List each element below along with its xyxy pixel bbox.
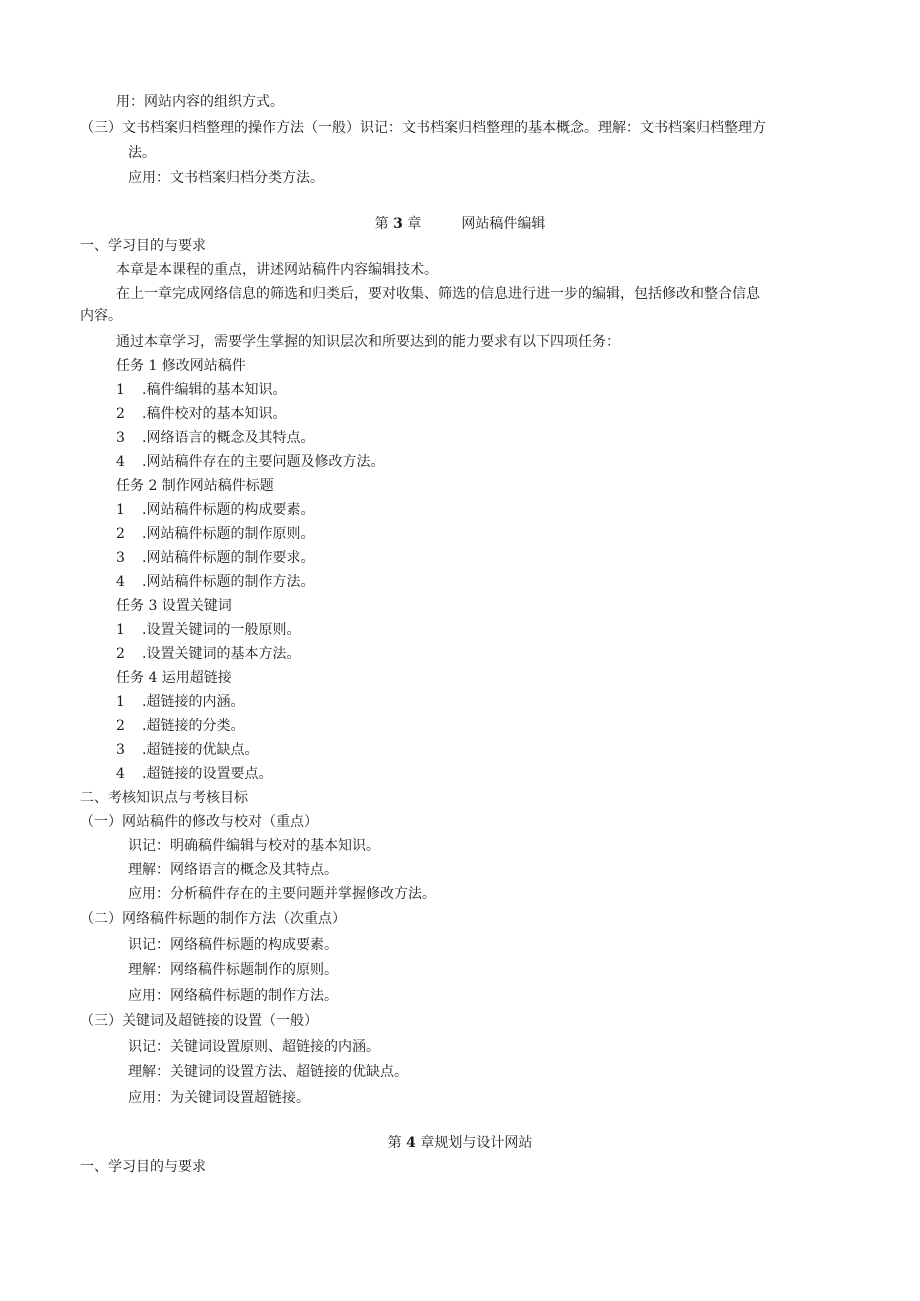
list-item	[116, 644, 300, 664]
item-text: .超链接的优缺点。	[142, 742, 259, 758]
point-line: 理解：网络语言的概念及其特点。	[128, 862, 338, 878]
chapter-number: 3	[393, 216, 403, 232]
list-item	[116, 716, 244, 736]
point-line: 识记：网络稿件标题的构成要素。	[128, 937, 338, 953]
chapter-suffix: 章规划与设计网站	[420, 1135, 533, 1151]
task-title: 任务 3 设置关键词	[116, 598, 232, 614]
chapter-number: 4	[406, 1135, 416, 1151]
list-item	[116, 620, 300, 640]
point-line: 应用：网络稿件标题的制作方法。	[128, 988, 338, 1004]
task-title: 任务 1 修改网站稿件	[116, 358, 246, 374]
item-text: .稿件编辑的基本知识。	[142, 382, 287, 398]
list-item	[116, 380, 286, 400]
item-text: .超链接的内涵。	[142, 694, 245, 710]
item-number: 1	[116, 502, 125, 518]
item-number: 4	[116, 454, 125, 470]
task-title: 任务 2 制作网站稿件标题	[116, 478, 274, 494]
section-heading: 一、学习目的与要求	[80, 1159, 206, 1175]
item-text: .超链接的分类。	[142, 718, 245, 734]
list-item	[116, 428, 314, 448]
paragraph-line: 用：网站内容的组织方式。	[116, 94, 284, 110]
item-number: 2	[116, 646, 125, 662]
section-heading: 一、学习目的与要求	[80, 238, 206, 254]
point-line: 识记：关键词设置原则、超链接的内涵。	[128, 1039, 380, 1055]
chapter-title: 网站稿件编辑	[461, 216, 546, 232]
list-item	[116, 764, 272, 784]
point-heading: （三）关键词及超链接的设置（一般）	[80, 1013, 318, 1029]
list-item	[116, 524, 314, 544]
item-number: 1	[116, 622, 125, 638]
point-line: 理解：关键词的设置方法、超链接的优缺点。	[128, 1064, 408, 1080]
paragraph-line: 在上一章完成网络信息的筛选和归类后，要对收集、筛选的信息进行进一步的编辑，包括修改和整合信息	[116, 286, 760, 302]
paragraph-line: 内容。	[80, 308, 122, 324]
task-title: 任务 4 运用超链接	[116, 670, 232, 686]
item-text: .设置关键词的基本方法。	[142, 646, 301, 662]
list-item	[116, 692, 244, 712]
point-line: 理解：网络稿件标题制作的原则。	[128, 962, 338, 978]
chapter-4-heading	[0, 1133, 920, 1153]
item-text: .设置关键词的一般原则。	[142, 622, 301, 638]
list-item	[116, 404, 286, 424]
chapter-3-heading	[0, 214, 920, 234]
paragraph-line: 本章是本课程的重点，讲述网站稿件内容编辑技术。	[116, 262, 438, 278]
list-item	[116, 500, 314, 520]
paragraph-line: 应用：文书档案归档分类方法。	[128, 170, 324, 186]
item-text: .稿件校对的基本知识。	[142, 406, 287, 422]
paragraph-line: 通过本章学习，需要学生掌握的知识层次和所要达到的能力要求有以下四项任务：	[116, 334, 620, 350]
item-number: 2	[116, 718, 125, 734]
item-text: .超链接的设置要点。	[142, 766, 273, 782]
item-number: 2	[116, 526, 125, 542]
item-number: 1	[116, 382, 125, 398]
point-line: 识记：明确稿件编辑与校对的基本知识。	[128, 838, 380, 854]
list-item	[116, 548, 314, 568]
chapter-prefix: 第	[387, 1135, 402, 1151]
item-text: .网站稿件标题的构成要素。	[142, 502, 315, 518]
chapter-suffix: 章	[407, 216, 422, 232]
paragraph-line: （三）文书档案归档整理的操作方法（一般）识记：文书档案归档整理的基本概念。理解：文书档案归档整理方	[80, 120, 766, 136]
list-item	[116, 452, 384, 472]
item-text: .网络语言的概念及其特点。	[142, 430, 315, 446]
point-line: 应用：分析稿件存在的主要问题并掌握修改方法。	[128, 886, 436, 902]
item-text: .网站稿件标题的制作方法。	[142, 574, 315, 590]
item-number: 2	[116, 406, 125, 422]
item-text: .网站稿件标题的制作要求。	[142, 550, 315, 566]
item-number: 4	[116, 766, 125, 782]
list-item	[116, 572, 314, 592]
paragraph-line: 法。	[128, 145, 156, 161]
list-item	[116, 740, 258, 760]
section-heading: 二、考核知识点与考核目标	[80, 790, 248, 806]
item-number: 3	[116, 742, 125, 758]
item-number: 3	[116, 430, 125, 446]
item-text: .网站稿件存在的主要问题及修改方法。	[142, 454, 385, 470]
item-number: 1	[116, 694, 125, 710]
point-heading: （一）网站稿件的修改与校对（重点）	[80, 814, 318, 830]
item-number: 3	[116, 550, 125, 566]
item-number: 4	[116, 574, 125, 590]
point-heading: （二）网络稿件标题的制作方法（次重点）	[80, 911, 346, 927]
chapter-prefix: 第	[374, 216, 389, 232]
item-text: .网站稿件标题的制作原则。	[142, 526, 315, 542]
point-line: 应用：为关键词设置超链接。	[128, 1090, 310, 1106]
